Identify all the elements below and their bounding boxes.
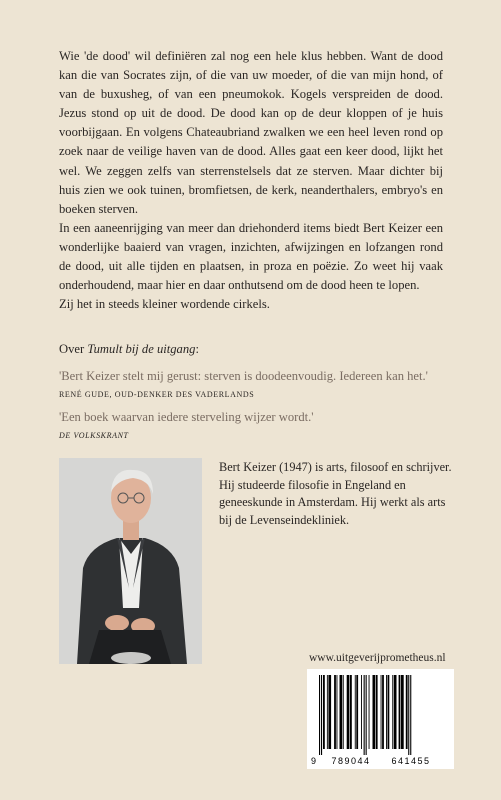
blurb-paragraph-2: In een aaneenrijging van meer dan driehonderd items biedt Bert Keizer een wonderlijke baaierd van vragen, inzichten, afwijzingen en lofzangen rond de dood, uit alle tijden en plaatsen, in proza en poëzie. Zo weet hij vaak onderhoudend, maar hier en daar onthutsend om de dood heen te lopen. (59, 220, 443, 293)
review-source-2: DE VOLKSKRANT (59, 431, 129, 440)
barcode-guard-bar (366, 675, 367, 755)
barcode-digit-lead: 9 (311, 756, 317, 766)
barcode-bar (406, 675, 408, 749)
isbn-barcode (307, 669, 454, 769)
reviews-heading-prefix: Over (59, 342, 88, 356)
barcode-bar (399, 675, 401, 749)
barcode-bar (334, 675, 336, 749)
barcode-bar (347, 675, 350, 749)
barcode-bar (327, 675, 328, 749)
author-photo (59, 458, 202, 664)
reviews-heading-suffix: : (195, 342, 199, 356)
blurb-paragraph-3: Zij het in steeds kleiner wordende cirkels. (59, 297, 270, 312)
barcode-digits-left: 789044 (331, 756, 371, 766)
barcode-bar (401, 675, 404, 749)
barcode-bar (356, 675, 358, 749)
barcode-guard-bar (408, 675, 409, 755)
barcode-bar (381, 675, 382, 749)
book-title: Tumult bij de uitgang (87, 342, 196, 356)
barcode-bar (392, 675, 393, 749)
barcode-bar (337, 675, 338, 749)
blurb-paragraph-1: Wie 'de dood' wil definiëren zal nog een hele klus hebben. Want de dood kan die van Socrates zijn, of die van uw moeder, of die van mijn hond, of van de buxusheg, of van een pneumokok. Kogels verspreiden de dood. Jezus stond op uit de dood. De dood kan op de deur kloppen of je huis voorbijgaan. En volgens Chateaubriand zwalken we een heel leven rond op zoek naar de veilige haven van de dood. Alles gaat een keer dood, lijkt het wel. We zeggen zelfs van sterrenstelsels dat ze sterven. Maar dichter bij huis zien we ook tuinen, bromfietsen, de kerk, neanderthalers, embryo's en boeken sterven. (59, 49, 443, 216)
barcode-digits-right: 641455 (391, 756, 431, 766)
barcode-bar (355, 675, 356, 749)
barcode-bar (328, 675, 331, 749)
barcode-bar (386, 675, 387, 749)
barcode-guard-bar (321, 675, 322, 755)
barcode-graphic (307, 669, 454, 769)
barcode-bar (394, 675, 397, 749)
barcode-bar (382, 675, 384, 749)
barcode-bar (369, 675, 370, 749)
review-quote-2: 'Een boek waarvan iedere sterveling wijzer wordt.' (59, 410, 314, 424)
barcode-guard-bar (410, 675, 411, 755)
barcode-guard-bar (364, 675, 365, 755)
publisher-url: www.uitgeverijprometheus.nl (309, 652, 446, 664)
author-portrait-illustration (59, 458, 202, 664)
review-source-1: RENÉ GUDE, OUD-DENKER DES VADERLANDS (59, 390, 255, 399)
barcode-bar (323, 675, 325, 749)
barcode-bar (361, 675, 362, 749)
barcode-bar (373, 675, 376, 749)
barcode-bar (343, 675, 344, 749)
reviews-heading (59, 342, 199, 357)
barcode-bar (388, 675, 390, 749)
barcode-bar (350, 675, 352, 749)
author-bio: Bert Keizer (1947) is arts, filosoof en schrijver. Hij studeerde filosofie in Engeland en geneeskunde in Amsterdam. Hij werkt als arts bij de Levenseindekliniek. (219, 460, 452, 527)
barcode-bar (340, 675, 343, 749)
blurb-text (59, 47, 443, 314)
barcode-bar (376, 675, 378, 749)
barcode-guard-bar (319, 675, 320, 755)
review-quote-1: 'Bert Keizer stelt mij gerust: sterven is doodeenvoudig. Iedereen kan het.' (59, 369, 428, 383)
